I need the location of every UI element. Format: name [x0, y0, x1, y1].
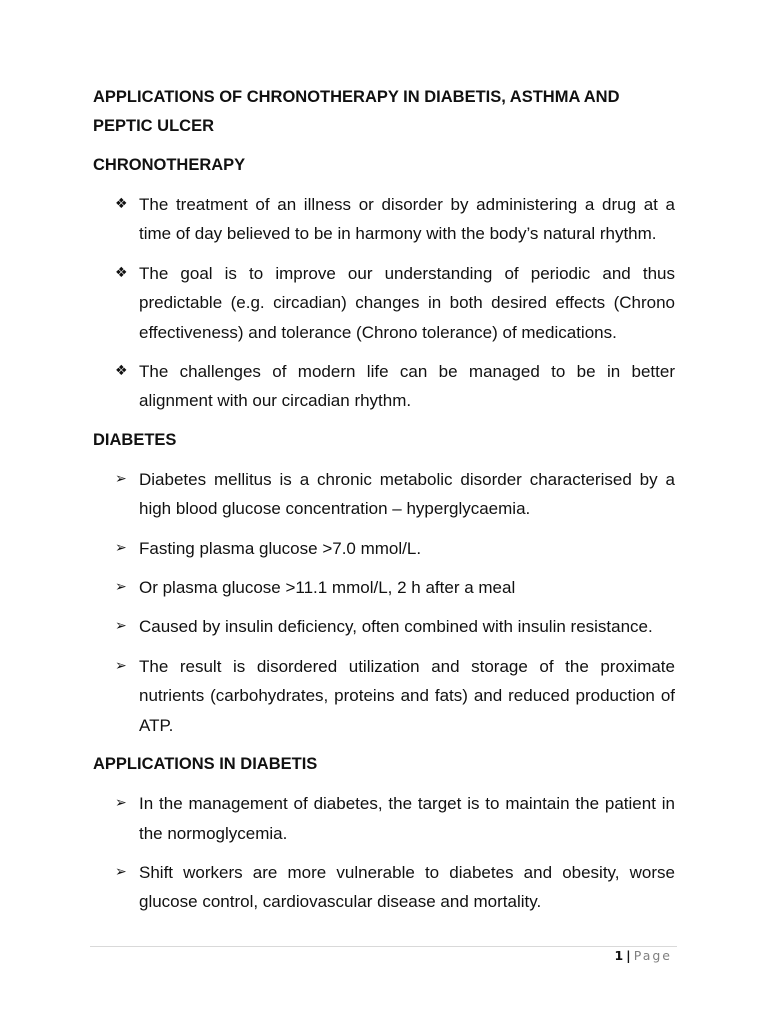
- diamond-bullet-icon: ❖: [115, 264, 128, 281]
- bullet-list: [93, 465, 675, 740]
- list-item-text: The goal is to improve our understanding of periodic and thus predictable (e.g. circadian) changes in both desired effects (Chrono effectiveness) and tolerance (Chrono tolerance) of medications.: [139, 263, 675, 342]
- section-applications-in-diabetis: [93, 750, 675, 917]
- arrow-bullet-icon: ➢: [115, 618, 127, 635]
- list-item: [93, 357, 675, 416]
- document-page: [93, 83, 675, 927]
- list-item-text: Fasting plasma glucose >7.0 mmol/L.: [139, 538, 422, 558]
- section-chronotherapy: [93, 151, 675, 416]
- list-item-text: In the management of diabetes, the target is to maintain the patient in the normoglycemia.: [139, 794, 675, 843]
- list-item: [93, 612, 675, 641]
- section-diabetes: [93, 426, 675, 740]
- list-item: [93, 573, 675, 602]
- list-item-text: The treatment of an illness or disorder by administering a drug at a time of day believed to be in harmony with the body’s natural rhythm.: [139, 195, 675, 244]
- arrow-bullet-icon: ➢: [115, 470, 127, 487]
- list-item-text: Shift workers are more vulnerable to diabetes and obesity, worse glucose control, cardiovascular disease and mortality.: [139, 862, 675, 912]
- page-number: 1: [614, 948, 624, 963]
- list-item-text: Caused by insulin deficiency, often combined with insulin resistance.: [139, 617, 653, 637]
- arrow-bullet-icon: ➢: [115, 539, 127, 556]
- page-footer: [614, 947, 672, 965]
- bullet-list: [93, 190, 675, 416]
- list-item: [93, 652, 675, 740]
- list-item: [93, 858, 675, 917]
- arrow-bullet-icon: ➢: [115, 863, 127, 880]
- arrow-bullet-icon: ➢: [115, 795, 127, 812]
- list-item: [93, 789, 675, 848]
- page-label: Page: [633, 948, 672, 963]
- document-title: APPLICATIONS OF CHRONOTHERAPY IN DIABETIS, ASTHMA AND PEPTIC ULCER: [93, 88, 620, 135]
- diamond-bullet-icon: ❖: [115, 196, 128, 212]
- list-item-text: The challenges of modern life can be managed to be in better alignment with our circadian rhythm.: [139, 362, 675, 411]
- list-item: [93, 190, 675, 249]
- section-heading: CHRONOTHERAPY: [93, 156, 246, 174]
- section-heading: APPLICATIONS IN DIABETIS: [93, 755, 318, 774]
- list-item: [93, 534, 675, 563]
- list-item-text: Or plasma glucose >11.1 mmol/L, 2 h after a meal: [139, 578, 516, 598]
- list-item-text: The result is disordered utilization and storage of the proximate nutrients (carbohydrates, proteins and fats) and reduced production of ATP.: [139, 656, 675, 735]
- bullet-list: [93, 789, 675, 917]
- section-heading: DIABETES: [93, 430, 177, 449]
- footer-divider: [90, 946, 677, 947]
- list-item-text: Diabetes mellitus is a chronic metabolic disorder characterised by a high blood glucose concentration – hyperglycaemia.: [139, 469, 675, 519]
- diamond-bullet-icon: ❖: [115, 363, 128, 380]
- arrow-bullet-icon: ➢: [115, 657, 127, 674]
- arrow-bullet-icon: ➢: [115, 579, 127, 596]
- list-item: [93, 465, 675, 524]
- list-item: [93, 259, 675, 347]
- footer-separator: |: [626, 948, 631, 963]
